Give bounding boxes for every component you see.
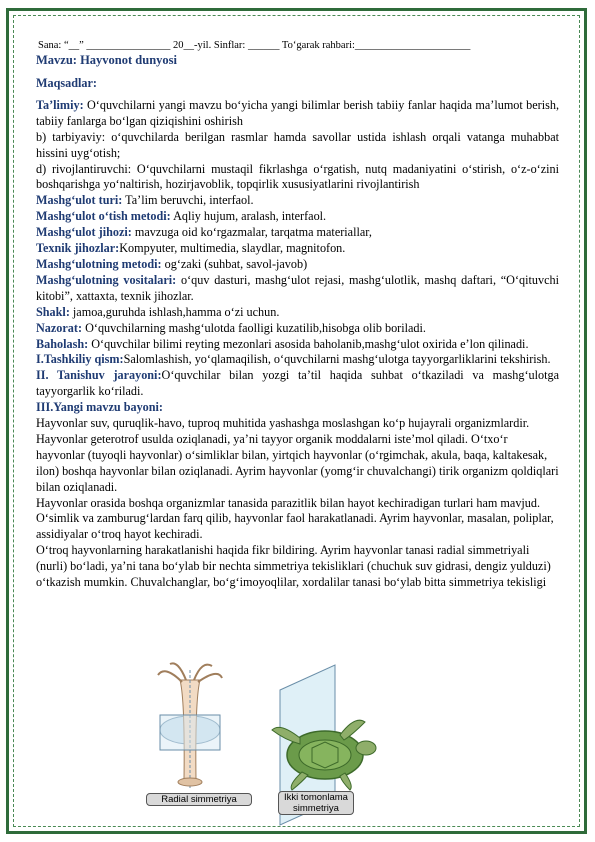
bilateral-symmetry-caption: Ikki tomonlama simmetriya [278,791,354,815]
new-topic-heading: III.Yangi mavzu bayoni: [36,400,163,415]
teaching-tools-label: Mashgʻulotning vositalari: [36,272,177,287]
topic-title: Mavzu: Hayvonot dunyosi [36,53,177,67]
teaching-method [36,257,559,273]
teaching-method-label: Mashgʻulotning metodi: [36,256,162,271]
lesson-assessment-text: Oʻquvchilar bilimi reyting mezonlari asosida baholanib,mashgʻulot oxirida eʼlon qilinadi. [88,336,529,351]
teaching-tools-text: oʻquv dasturi, mashgʻulot rejasi, mashgʻulotlik, mashq daftari, “Oʻqituvchi kitobi”, xattaxta, texnik jihozlar. [36,272,559,303]
educational-label: Taʼlimiy: [36,97,84,112]
hydra-illustration [158,663,222,790]
lesson-equipment-text: mavzuga oid koʻrgazmalar, tarqatma materiallar, [131,225,372,240]
body-paragraph-1: Hayvonlar suv, quruqlik-havo, tuproq muhitida yashashga moslashgan koʻp hujayrali organizmlardir. Hayvonlar geterotrof usulda oziqlanadi, yaʼni tayyor organik moddalarni isteʼmol qiladi. Oʻtxoʻr hayvonlar (tuyoqli hayvonlar) oʻsimliklar bilan, yirtqich hayvonlar (oʻrgimchak, akula, baqa, kaltakesak, ilon) boshqa hayvonlar bilan oziqlanadi. Ayrim hayvonlar (yomgʻir chuvalchangi) tirik organizm qoldiqlari bilan oziqlanadi. [36,416,559,494]
radial-symmetry-caption: Radial simmetriya [146,793,252,806]
introduction-part [36,368,559,400]
technical-equipment [36,241,559,257]
technical-equipment-label: Texnik jihozlar: [36,241,120,256]
developing-objective: d) rivojlantiruvchi: Oʻquvchilarni mustaqil fikrlashga oʻrgatish, nutq madaniyatini oʻstirish, oʻz-oʻzini boshqarishga yoʻnaltirish, hozirjavoblik, topqirlik xususiyatlarini rivojlantirish [36,161,559,192]
upbringing-objective: b) tarbiyaviy: oʻquvchilarda berilgan rasmlar hamda savollar ustida ishlash orqali vatanga muhabbat hissini uygʻotish; [36,129,559,160]
lesson-method [36,209,559,225]
lesson-type-text: Taʼlim beruvchi, interfaol. [122,193,254,208]
body-paragraph-4: Oʻtroq hayvonlarning harakatlanishi haqida fikr bildiring. Ayrim hayvonlar tanasi radial simmetriyali (nurli) boʻladi, yaʼni tana boʻylab bir nechta simmetriya tekisliklari (chuchuk suv gidrasi, dengiz yulduzi) oʻtkazish mumkin. Chuvalchanglar, boʻgʻimoyoqlilar, xordalilar tanasi boʻylab bitta simmetriya tekisligi [36,543,551,590]
introduction-label: II. Tanishuv jarayoni: [36,368,162,383]
lesson-assessment-label: Baholash: [36,336,89,351]
teaching-method-text: ogʻzaki (suhbat, savol-javob) [161,256,308,271]
lesson-control-label: Nazorat: [36,320,83,335]
symmetry-figure [140,660,390,835]
lesson-method-label: Mashgʻulot oʻtish metodi: [36,209,171,224]
organizational-part [36,352,559,368]
organizational-label: I.Tashkiliy qism: [36,352,124,367]
organizational-text: Salomlashish, yoʻqlamaqilish, oʻquvchilarni mashgʻulotga tayyorgarliklarini tekshirish. [123,352,551,367]
lesson-form-label: Shakl: [36,304,70,319]
lesson-equipment [36,225,559,241]
lesson-method-text: Aqliy hujum, aralash, interfaol. [170,209,327,224]
objectives-heading: Maqsadlar: [36,76,97,90]
teaching-tools [36,273,559,305]
lesson-body [36,76,559,591]
technical-equipment-text: Kompyuter, multimedia, slaydlar, magnitofon. [119,241,346,256]
lesson-type [36,193,559,209]
lesson-control [36,321,559,337]
lesson-form [36,305,559,321]
lesson-type-label: Mashgʻulot turi: [36,193,123,208]
body-paragraph-3: Oʻsimlik va zamburugʻlardan farq qilib, hayvonlar faol harakatlanadi. Ayrim hayvonlar, masalan, poliplar, assidiyalar oʻtroq hayot kechiradi. [36,511,554,542]
lesson-assessment [36,337,559,353]
lesson-form-text: jamoa,guruhda ishlash,hamma oʻzi uchun. [69,304,280,319]
introduction-text: Oʻquvchilar bilan yozgi taʼtil haqida suhbat oʻtkaziladi va mashgʻulotga tayyorgarlik koʻriladi. [36,368,559,399]
educational-text: Oʻquvchilarni yangi mavzu boʻyicha yangi bilimlar berish tabiiy fanlar haqida maʼlumot berish, tabiiy fanlarga boʻlgan qiziqishini oshirish [36,97,559,128]
lesson-equipment-label: Mashgʻulot jihozi: [36,225,132,240]
lesson-control-text: Oʻquvchilarning mashgʻulotda faolligi kuzatilib,hisobga olib boriladi. [82,320,426,335]
header-line: Sana: “__” ________________ 20__-yil. Sinflar: ______ Toʻgarak rahbari:______________________ [38,40,471,51]
educational-objective [36,98,559,130]
body-paragraph-2: Hayvonlar orasida boshqa organizmlar tanasida parazitlik bilan hayot kechiradigan turlari ham mavjud. [36,495,541,510]
